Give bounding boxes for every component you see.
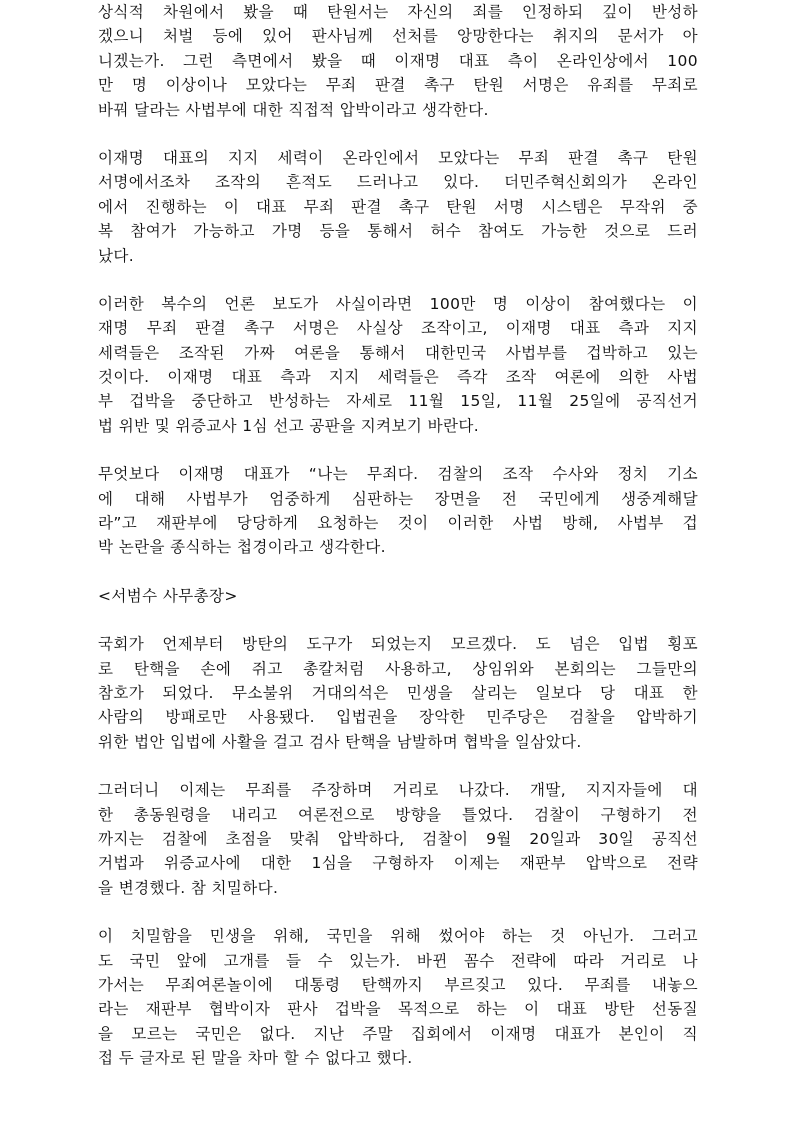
text-line: 위한 법안 입법에 사활을 걸고 검사 탄핵을 남발하며 협박을 일삼았다. (98, 732, 582, 751)
text-line: 사람의 방패로만 사용됐다. 입법권을 장악한 민주당은 검찰을 압박하기 (98, 708, 698, 727)
text-line: 이러한 복수의 언론 보도가 사실이라면 100만 명 이상이 참여했다는 이 (98, 294, 698, 313)
text-line: 무엇보다 이재명 대표가 “나는 무죄다. 검찰의 조작 수사와 정치 기소 (98, 465, 698, 484)
text-line: 법 위반 및 위증교사 1심 선고 공판을 지켜보기 바란다. (98, 416, 480, 435)
text-line: 라”고 재판부에 당당하게 요청하는 것이 이러한 사법 방해, 사법부 겁 (98, 514, 698, 533)
text-line: 바꿔 달라는 사법부에 대한 직접적 압박이라고 생각한다. (98, 100, 489, 119)
text-line: 까지는 검찰에 초점을 맞춰 압박하다, 검찰이 9월 20일과 30일 공직선 (98, 829, 698, 848)
text-line: 접 두 글자로 된 말을 차마 할 수 없다고 했다. (98, 1049, 413, 1068)
text-line: 박 논란을 종식하는 첩경이라고 생각한다. (98, 538, 386, 557)
text-line: 겠으니 처벌 등에 있어 판사님께 선처를 앙망한다는 취지의 문서가 아 (98, 27, 698, 46)
text-line: 가서는 무죄여론놀이에 대통령 탄핵까지 부르짖고 있다. 무죄를 내놓으 (98, 975, 698, 994)
text-line: 만 명 이상이나 모았다는 무죄 판결 촉구 탄원 서명은 유죄를 무죄로 (98, 76, 698, 95)
paragraph (98, 462, 698, 560)
text-line: <서범수 사무총장> (98, 586, 238, 605)
text-line: 로 탄핵을 손에 쥐고 총칼처럼 사용하고, 상임위와 본회의는 그들만의 (98, 659, 698, 678)
paragraph (98, 0, 698, 122)
paragraph (98, 146, 698, 268)
text-line: 이재명 대표의 지지 세력이 온라인에서 모았다는 무죄 판결 촉구 탄원 (98, 148, 698, 167)
text-line: 났다. (98, 246, 135, 265)
text-line: 부 겁박을 중단하고 반성하는 자세로 11월 15일, 11월 25일에 공직선거 (98, 392, 698, 411)
text-line: 서명에서조차 조작의 흔적도 드러나고 있다. 더민주혁신회의가 온라인 (98, 173, 698, 192)
paragraph (98, 584, 698, 608)
text-line: 거법과 위증교사에 대한 1심을 구형하자 이제는 재판부 압박으로 전략 (98, 854, 698, 873)
text-line: 국회가 언제부터 방탄의 도구가 되었는지 모르겠다. 도 넘은 입법 횡포 (98, 635, 698, 654)
text-line: 재명 무죄 판결 촉구 서명은 사실상 조작이고, 이재명 대표 측과 지지 (98, 319, 698, 338)
text-line: 이 치밀함을 민생을 위해, 국민을 위해 썼어야 하는 것 아닌가. 그러고 (98, 927, 698, 946)
text-line: 한 총동원령을 내리고 여론전으로 방향을 틀었다. 검찰이 구형하기 전 (98, 805, 698, 824)
text-line: 참호가 되었다. 무소불위 거대의석은 민생을 살리는 일보다 당 대표 한 (98, 683, 698, 702)
text-line: 을 변경했다. 참 치밀하다. (98, 878, 279, 897)
text-line: 것이다. 이재명 대표 측과 지지 세력들은 즉각 조작 여론에 의한 사법 (98, 368, 698, 387)
text-line: 복 참여가 가능하고 가명 등을 통해서 허수 참여도 가능한 것으로 드러 (98, 222, 698, 241)
paragraph (98, 632, 698, 754)
paragraph (98, 292, 698, 438)
text-line: 그러더니 이제는 무죄를 주장하며 거리로 나갔다. 개딸, 지지자들에 대 (98, 781, 698, 800)
text-line: 에서 진행하는 이 대표 무죄 판결 촉구 탄원 서명 시스템은 무작위 중 (98, 197, 698, 216)
text-line: 니겠는가. 그런 측면에서 봤을 때 이재명 대표 측이 온라인상에서 100 (98, 51, 698, 70)
document-page (98, 0, 698, 1094)
text-line: 라는 재판부 협박이자 판사 겁박을 목적으로 하는 이 대표 방탄 선동질 (98, 1000, 698, 1019)
text-line: 세력들은 조작된 가짜 여론을 통해서 대한민국 사법부를 겁박하고 있는 (98, 343, 698, 362)
text-line: 에 대해 사법부가 엄중하게 심판하는 장면을 전 국민에게 생중계해달 (98, 489, 698, 508)
text-line: 도 국민 앞에 고개를 들 수 있는가. 바뀐 꼼수 전략에 따라 거리로 나 (98, 951, 698, 970)
text-line: 상식적 차원에서 봤을 때 탄원서는 자신의 죄를 인정하되 깊이 반성하 (98, 3, 698, 21)
text-line: 을 모르는 국민은 없다. 지난 주말 집회에서 이재명 대표가 본인이 직 (98, 1024, 698, 1043)
paragraph (98, 778, 698, 900)
paragraph (98, 924, 698, 1070)
